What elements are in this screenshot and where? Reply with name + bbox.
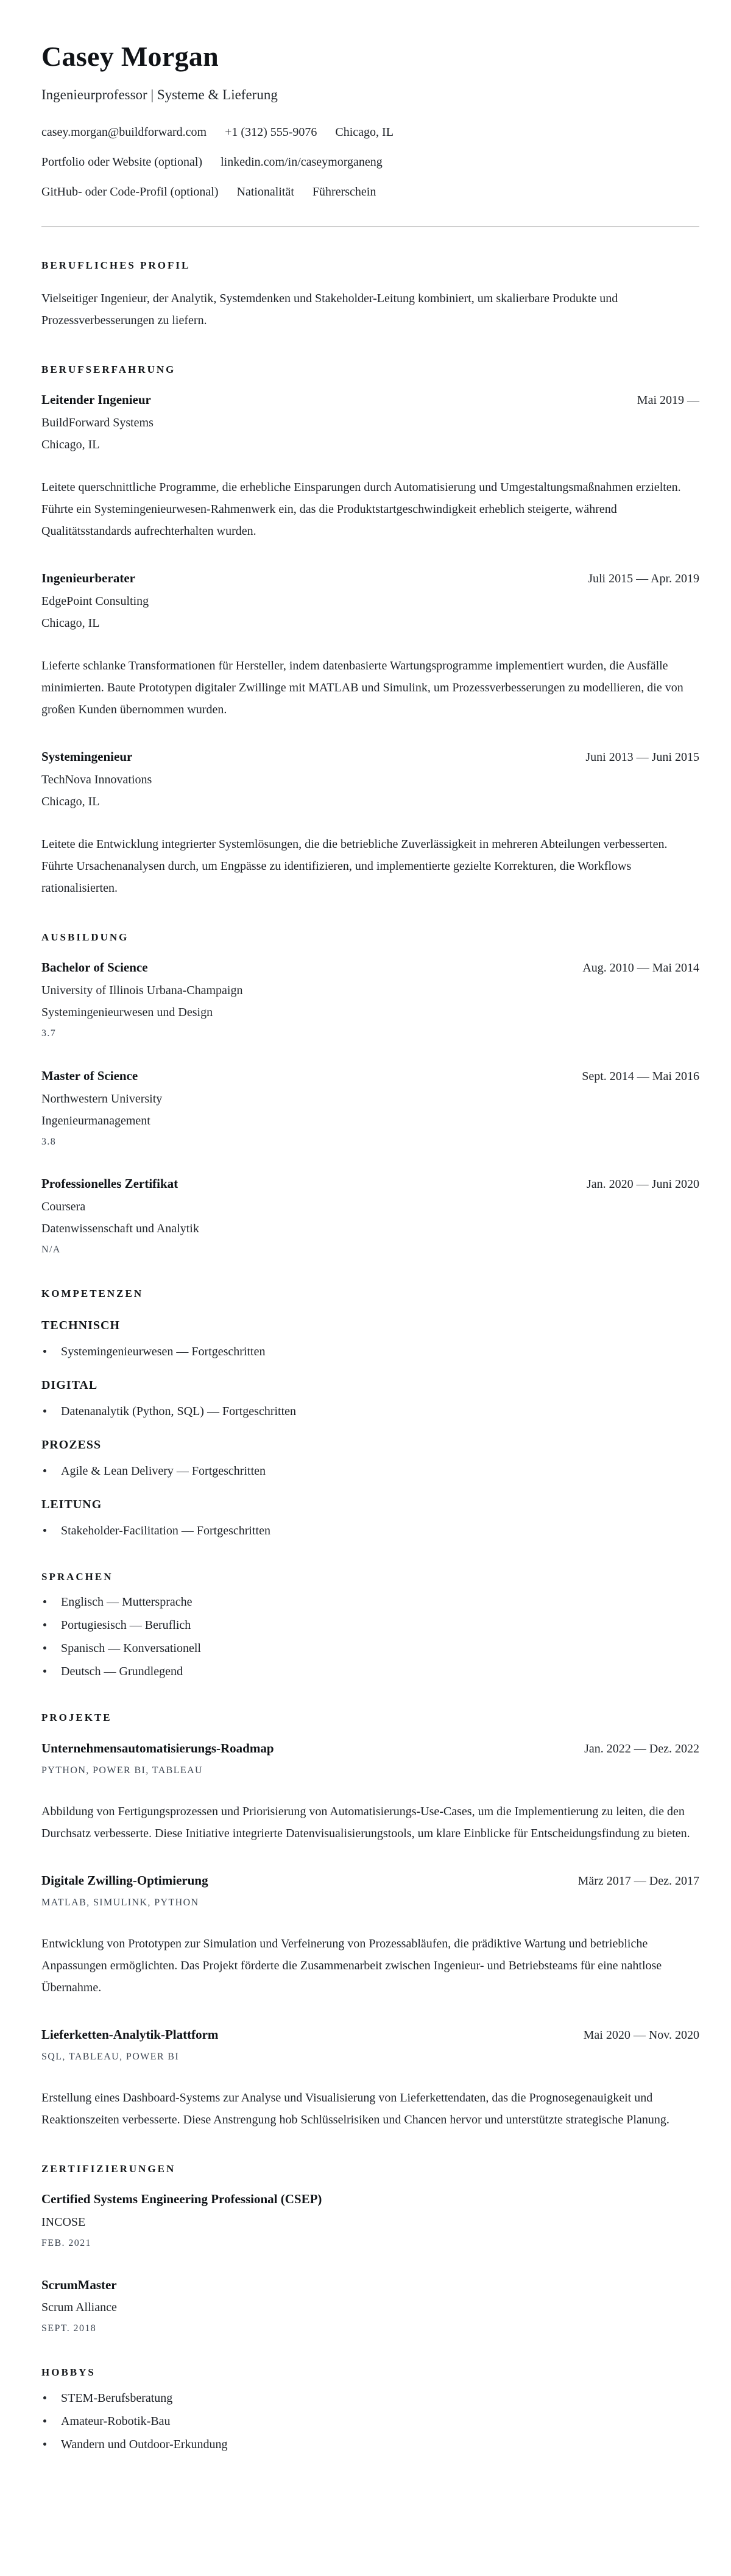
header-divider <box>41 226 699 227</box>
field-of-study: Systemingenieurwesen und Design <box>41 1006 213 1020</box>
hobby-item: STEM-Berufsberatung <box>41 2390 699 2406</box>
school-name: University of Illinois Urbana-Champaign <box>41 984 243 998</box>
language-item: Portugiesisch — Beruflich <box>41 1617 699 1633</box>
skill-item: Agile & Lean Delivery — Fortgeschritten <box>41 1463 699 1479</box>
school-name: Coursera <box>41 1199 86 1213</box>
contact-row-3 <box>41 185 699 199</box>
job-company: EdgePoint Consulting <box>41 595 149 609</box>
contact-row-1 <box>41 125 699 139</box>
section-projects <box>41 1711 699 2131</box>
contact-email: casey.morgan@buildforward.com <box>41 125 207 139</box>
project-dates: März 2017 — Dez. 2017 <box>577 1874 699 1888</box>
job-entry <box>41 392 699 542</box>
project-title: Lieferketten-Analytik-Plattform <box>41 2027 219 2042</box>
project-entry <box>41 2027 699 2131</box>
bullet-icon <box>43 1529 46 1532</box>
candidate-name: Casey Morgan <box>41 41 219 72</box>
bullet-icon <box>43 1410 46 1413</box>
bullet-icon <box>43 1646 46 1650</box>
section-experience <box>41 363 699 899</box>
project-description: Erstellung eines Dashboard-Systems zur Analyse und Visualisierung von Lieferkettendaten, das die Prognosegenauigkeit und Reaktionszeiten verbesserte. Diese Anstrengung hob Schlüsselrisiken und Chancen hervor und unterstützte strategische Planung. <box>41 2091 669 2127</box>
certification-entry <box>41 2191 699 2248</box>
degree-dates: Jan. 2020 — Juni 2020 <box>587 1177 699 1191</box>
candidate-title: Ingenieurprofessor | Systeme & Lieferung <box>41 87 278 102</box>
project-title: Unternehmensautomatisierungs-Roadmap <box>41 1740 274 1756</box>
section-profile <box>41 259 699 331</box>
experience-heading: BERUFSERFAHRUNG <box>41 363 176 375</box>
project-tags: PYTHON, POWER BI, TABLEAU <box>41 1765 203 1776</box>
language-item: Spanisch — Konversationell <box>41 1640 699 1656</box>
gpa-value: 3.8 <box>41 1136 57 1147</box>
certification-issuer: Scrum Alliance <box>41 2301 117 2315</box>
degree-dates: Sept. 2014 — Mai 2016 <box>582 1069 699 1083</box>
section-hobbies <box>41 2366 699 2452</box>
project-entry <box>41 1872 699 1999</box>
education-heading: AUSBILDUNG <box>41 931 129 944</box>
degree-title: Bachelor of Science <box>41 960 148 975</box>
project-tags: MATLAB, SIMULINK, PYTHON <box>41 1897 199 1908</box>
bullet-icon <box>43 1623 46 1626</box>
bullet-icon <box>43 1469 46 1472</box>
skill-group-label: DIGITAL <box>41 1378 98 1392</box>
skill-item: Datenanalytik (Python, SQL) — Fortgeschritten <box>41 1403 699 1419</box>
contact-phone: +1 (312) 555-9076 <box>225 125 317 139</box>
skills-heading: KOMPETENZEN <box>41 1287 144 1299</box>
project-entry <box>41 1740 699 1844</box>
hobby-item: Wandern und Outdoor-Erkundung <box>41 2437 699 2452</box>
field-of-study: Ingenieurmanagement <box>41 1113 150 1127</box>
contact-location: Chicago, IL <box>335 125 394 139</box>
profile-heading: BERUFLICHES PROFIL <box>41 259 191 271</box>
hobbies-heading: HOBBYS <box>41 2366 96 2379</box>
certification-date: FEB. 2021 <box>41 2237 91 2248</box>
certification-date: SEPT. 2018 <box>41 2323 97 2334</box>
job-location: Chicago, IL <box>41 616 100 630</box>
certifications-heading: ZERTIFIZIERUNGEN <box>41 2163 176 2175</box>
project-description: Abbildung von Fertigungsprozessen und Priorisierung von Automatisierungs-Use-Cases, um die Implementierung zu leiten, die den Durchsatz verbesserte. Diese Initiative integrierte Datenvisualisierungstools, um klare Einblicke für Entscheidungsfindung zu bieten. <box>41 1804 690 1840</box>
skill-item: Systemingenieurwesen — Fortgeschritten <box>41 1344 699 1360</box>
skill-group-process <box>41 1438 699 1479</box>
section-education <box>41 931 699 1255</box>
hobby-item: Amateur-Robotik-Bau <box>41 2413 699 2429</box>
contact-block <box>41 125 699 199</box>
contact-nationality: Nationalität <box>236 185 294 199</box>
project-dates: Mai 2020 — Nov. 2020 <box>583 2028 699 2042</box>
job-description: Leitete die Entwicklung integrierter Systemlösungen, die die betriebliche Zuverlässigkeit in mehreren Abteilungen verbesserten. Führte Ursachenanalysen durch, um Engpässe zu identifizieren, und implementierte gezielte Korrekturen, die Workflows rationalisierten. <box>41 838 668 895</box>
education-entry <box>41 1176 699 1255</box>
job-company: BuildForward Systems <box>41 416 154 430</box>
bullet-icon <box>43 2396 46 2399</box>
bullet-icon <box>43 1670 46 1673</box>
job-dates: Juli 2015 — Apr. 2019 <box>588 572 699 586</box>
resume-header <box>41 43 699 199</box>
bullet-icon <box>43 2443 46 2446</box>
languages-heading: SPRACHEN <box>41 1571 113 1583</box>
skill-group-label: TECHNISCH <box>41 1319 121 1333</box>
language-item: Deutsch — Grundlegend <box>41 1664 699 1679</box>
skill-item: Stakeholder-Facilitation — Fortgeschritten <box>41 1523 699 1539</box>
project-description: Entwicklung von Prototypen zur Simulation und Verfeinerung von Prozessabläufen, die prädiktive Wartung und betriebliche Anpassungen ermöglichten. Das Projekt förderte die Zusammenarbeit zwischen Ingenieur- und Betriebsteams für eine nahtlose Übernahme. <box>41 1937 662 1995</box>
skill-group-label: PROZESS <box>41 1438 102 1452</box>
degree-title: Professionelles Zertifikat <box>41 1176 178 1191</box>
project-tags: SQL, TABLEAU, POWER BI <box>41 2052 180 2063</box>
contact-github: GitHub- oder Code-Profil (optional) <box>41 185 219 199</box>
project-title: Digitale Zwilling-Optimierung <box>41 1872 208 1888</box>
job-location: Chicago, IL <box>41 795 100 809</box>
certification-title: Certified Systems Engineering Professional (CSEP) <box>41 2192 322 2207</box>
contact-portfolio: Portfolio oder Website (optional) <box>41 155 203 169</box>
job-title: Systemingenieur <box>41 749 133 764</box>
job-entry <box>41 749 699 899</box>
skill-group-leadership <box>41 1497 699 1539</box>
profile-text: Vielseitiger Ingenieur, der Analytik, Systemdenken und Stakeholder-Leitung kombiniert, um skalierbare Produkte und Prozessverbesserungen zu liefern. <box>41 291 618 327</box>
certification-title: ScrumMaster <box>41 2277 117 2292</box>
gpa-value: 3.7 <box>41 1028 57 1039</box>
gpa-value: N/A <box>41 1244 61 1255</box>
section-languages <box>41 1570 699 1679</box>
certification-issuer: INCOSE <box>41 2215 86 2229</box>
project-dates: Jan. 2022 — Dez. 2022 <box>584 1741 699 1756</box>
contact-drivers-license: Führerschein <box>312 185 376 199</box>
education-entry <box>41 959 699 1039</box>
skill-group-digital <box>41 1378 699 1419</box>
certification-entry <box>41 2277 699 2334</box>
section-certifications <box>41 2162 699 2334</box>
bullet-icon <box>43 2419 46 2422</box>
projects-heading: PROJEKTE <box>41 1712 112 1724</box>
school-name: Northwestern University <box>41 1092 163 1106</box>
language-item: Englisch — Muttersprache <box>41 1594 699 1610</box>
job-dates: Mai 2019 — <box>637 393 699 408</box>
field-of-study: Datenwissenschaft und Analytik <box>41 1221 199 1235</box>
contact-linkedin: linkedin.com/in/caseymorganeng <box>221 155 383 169</box>
job-description: Lieferte schlanke Transformationen für Hersteller, indem datenbasierte Wartungsprogramme implementiert wurden, die Ausfälle minimierten. Baute Prototypen digitaler Zwillinge mit MATLAB und Simulink, um Prozessverbesserungen zu modellieren, die von großen Kunden übernommen wurden. <box>41 659 683 717</box>
job-entry <box>41 570 699 721</box>
job-dates: Juni 2013 — Juni 2015 <box>585 750 699 764</box>
section-skills <box>41 1287 699 1539</box>
skill-group-technical <box>41 1318 699 1360</box>
degree-title: Master of Science <box>41 1068 138 1083</box>
job-title: Ingenieurberater <box>41 571 135 586</box>
job-title: Leitender Ingenieur <box>41 392 151 408</box>
bullet-icon <box>43 1600 46 1603</box>
job-location: Chicago, IL <box>41 438 100 452</box>
job-company: TechNova Innovations <box>41 773 152 787</box>
degree-dates: Aug. 2010 — Mai 2014 <box>582 961 699 975</box>
education-entry <box>41 1068 699 1148</box>
job-description: Leitete querschnittliche Programme, die erhebliche Einsparungen durch Automatisierung und Umgestaltungsmaßnahmen erzielten. Führte ein Systemingenieurwesen-Rahmenwerk ein, das die Produktstartgeschwindigkeit erheblich steigerte, während Qualitätsstandards aufrechterhalten wurden. <box>41 481 681 538</box>
skill-group-label: LEITUNG <box>41 1498 102 1512</box>
bullet-icon <box>43 1350 46 1353</box>
contact-row-2 <box>41 155 699 169</box>
